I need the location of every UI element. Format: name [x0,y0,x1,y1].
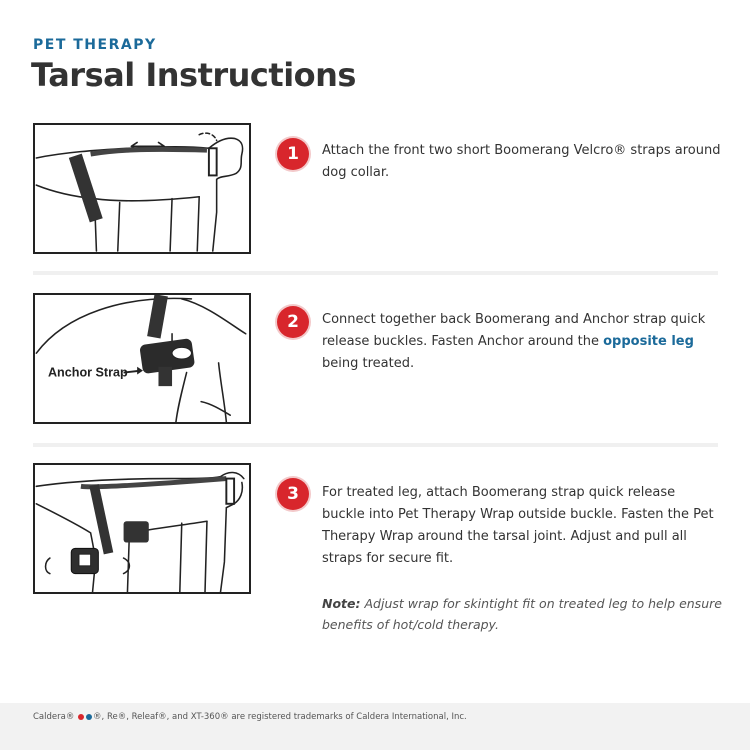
opposite-leg-highlight: opposite leg [603,334,694,349]
step-3-text: For treated leg, attach Boomerang strap quick release buckle into Pet Therapy Wrap outside buckle. Fasten the Pet Therapy Wrap around the tarsal joint. Adjust and pull all straps for secure fit. [322,485,714,566]
trademark-notice [33,712,467,722]
divider [33,443,718,447]
step-2-badge: 2 [277,306,309,338]
step-1-text: Attach the front two short Boomerang Velcro® straps around dog collar. [322,143,721,180]
note-text: Adjust wrap for skintight fit on treated leg to help ensure benefits of hot/cold therapy. [322,596,722,632]
dog-collar-illustration [35,125,249,252]
footer-brand: Caldera® [33,712,75,722]
step-2-text [322,309,722,375]
section-kicker: PET THERAPY [33,37,157,53]
step-3-illustration [33,463,251,594]
step-1-badge: 1 [277,138,309,170]
tarsal-wrap-illustration [35,465,249,592]
divider [33,271,718,275]
anchor-strap-illustration [35,295,249,422]
step-2-text-after: being treated. [322,356,415,371]
anchor-strap-label: Anchor Strap [47,365,128,380]
footer [0,703,750,750]
step-2-illustration [33,293,251,424]
step-1-illustration [33,123,251,254]
footer-text: ®, Re®, Releaf®, and XT-360® are registered trademarks of Caldera International, Inc. [93,712,467,722]
step-2-text-before: Connect together back Boomerang and Anchor strap quick release buckles. Fasten Anchor around the [322,312,706,349]
blue-drop-icon [86,714,92,720]
page-title: Tarsal Instructions [31,56,356,94]
note-label: Note: [322,596,361,611]
step-3-badge: 3 [277,478,309,510]
note [322,593,722,635]
red-drop-icon [78,714,84,720]
